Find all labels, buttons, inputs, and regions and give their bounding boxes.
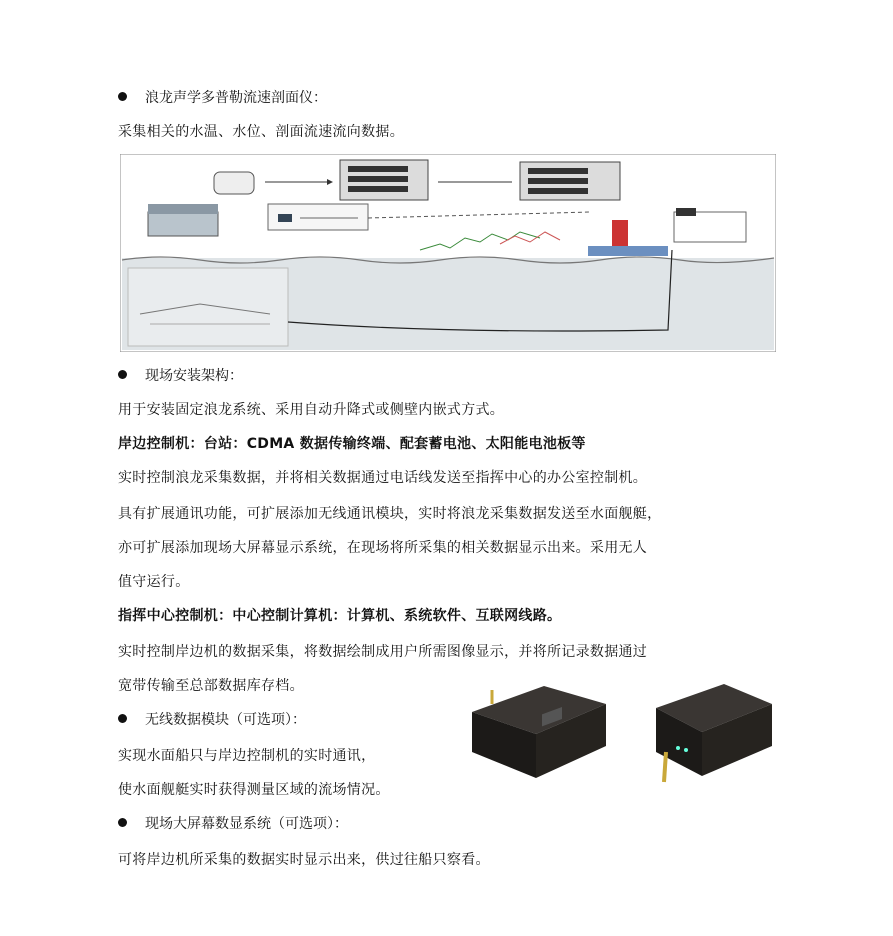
bullet-item-adcp (118, 88, 327, 108)
paragraph: 亦可扩展添加现场大屏幕显示系统，在现场将所采集的相关数据显示出来。采用无人 (118, 540, 648, 556)
wireless-module-photos (466, 682, 776, 788)
bullet-text: 现场大屏幕数显系统（可选项）： (145, 816, 348, 832)
paragraph: 采集相关的水温、水位、剖面流速流向数据。 (118, 124, 404, 140)
bullet-item-installation (118, 366, 243, 386)
bullet-text: 现场安装架构： (145, 368, 243, 384)
bullet-item-wireless (118, 710, 306, 730)
bullet-icon (118, 370, 127, 379)
bullet-text: 无线数据模块（可选项）： (145, 712, 306, 728)
paragraph: 使水面舰艇实时获得测量区域的流场情况。 (118, 782, 390, 798)
wireless-module-front (472, 686, 606, 778)
bullet-item-display (118, 814, 348, 834)
bullet-icon (118, 818, 127, 827)
paragraph: 值守运行。 (118, 574, 190, 590)
paragraph: 可将岸边机所采集的数据实时显示出来，供过往船只察看。 (118, 852, 490, 868)
wireless-module-back (656, 684, 772, 782)
bullet-icon (118, 92, 127, 101)
paragraph: 用于安装固定浪龙系统、采用自动升降式或侧壁内嵌式方式。 (118, 402, 505, 418)
paragraph: 具有扩展通讯功能，可扩展添加无线通讯模块，实时将浪龙采集数据发送至水面舰艇， (118, 506, 662, 522)
paragraph: 实时控制浪龙采集数据，并将相关数据通过电话线发送至指挥中心的办公室控制机。 (118, 470, 648, 486)
paragraph: 实现水面船只与岸边控制机的实时通讯， (118, 748, 376, 764)
bullet-text: 浪龙声学多普勒流速剖面仪： (145, 90, 327, 106)
paragraph-bold: 岸边控制机：台站：CDMA 数据传输终端、配套蓄电池、太阳能电池板等 (118, 436, 586, 452)
bullet-icon (118, 714, 127, 723)
system-diagram (120, 154, 776, 352)
paragraph: 实时控制岸边机的数据采集，将数据绘制成用户所需图像显示，并将所记录数据通过 (118, 644, 648, 660)
paragraph-bold: 指挥中心控制机：中心控制计算机：计算机、系统软件、互联网线路。 (118, 608, 562, 624)
paragraph: 宽带传输至总部数据库存档。 (118, 678, 304, 694)
